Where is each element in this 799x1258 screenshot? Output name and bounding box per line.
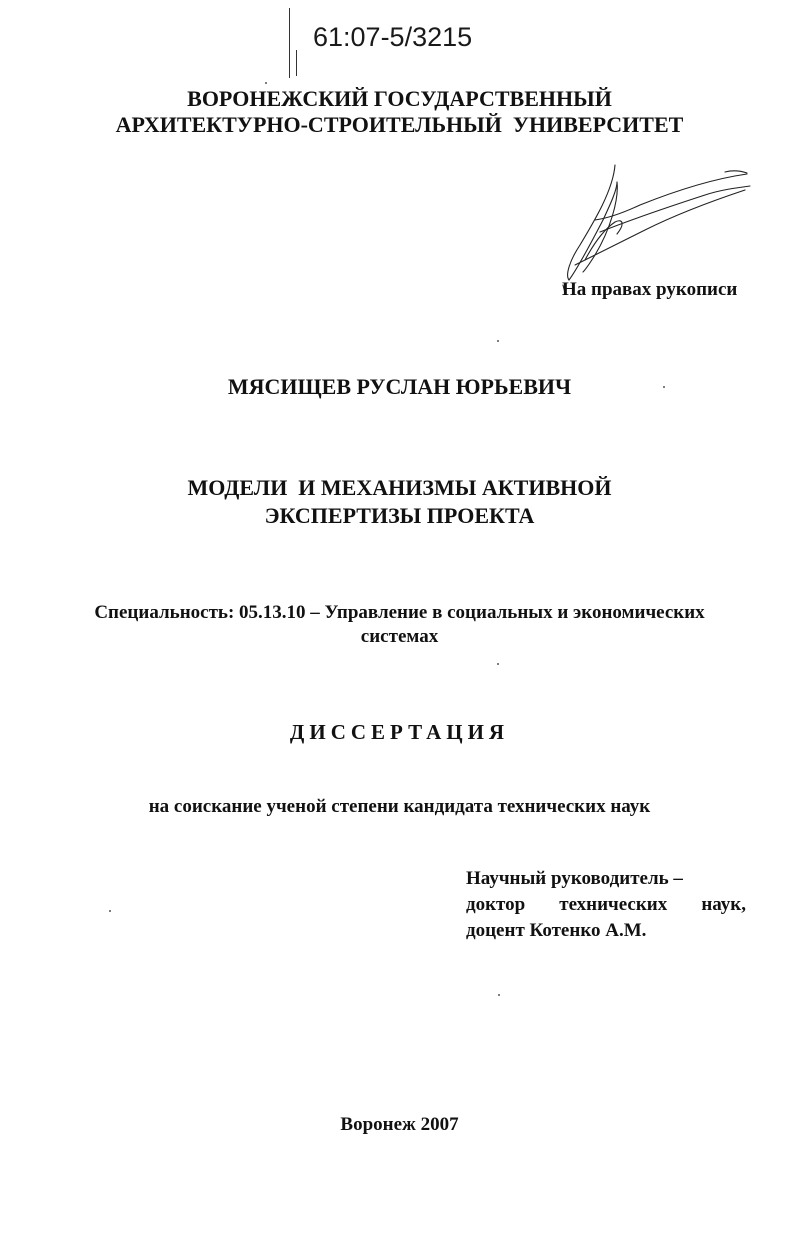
university-name-line1: ВОРОНЕЖСКИЙ ГОСУДАРСТВЕННЫЙ <box>187 86 612 111</box>
scan-speck <box>497 663 499 665</box>
specialty-line1: Специальность: 05.13.10 – Управление в социальных и экономических <box>94 602 705 623</box>
scan-speck <box>498 994 500 996</box>
specialty-line2: системах <box>360 626 439 647</box>
scan-mark-vertical <box>296 50 297 76</box>
advisor-line2 <box>466 892 746 918</box>
advisor-line3: доцент Котенко А.М. <box>466 920 647 941</box>
scan-speck <box>497 340 499 342</box>
advisor-line1: Научный руководитель – <box>466 868 683 889</box>
scan-mark-vertical <box>289 8 290 78</box>
scientific-advisor <box>466 866 746 944</box>
degree-statement: на соискание ученой степени кандидата технических наук <box>148 796 651 817</box>
specialty <box>0 601 799 649</box>
title-line2: ЭКСПЕРТИЗЫ ПРОЕКТА <box>264 503 535 528</box>
university-name-line2: АРХИТЕКТУРНО-СТРОИТЕЛЬНЫЙ УНИВЕРСИТЕТ <box>115 112 684 137</box>
advisor-word: технических <box>559 894 668 915</box>
city-year: Воронеж 2007 <box>340 1114 459 1135</box>
title-line1: МОДЕЛИ И МЕХАНИЗМЫ АКТИВНОЙ <box>187 475 612 500</box>
advisor-word: наук, <box>701 894 746 915</box>
dissertation-title <box>0 474 799 530</box>
document-type: ДИССЕРТАЦИЯ <box>289 720 510 744</box>
university-name <box>0 86 799 138</box>
manuscript-note: На правах рукописи <box>562 279 738 300</box>
advisor-word: доктор <box>466 894 526 915</box>
archive-stamp-code: 61:07-5/3215 <box>313 22 473 52</box>
scan-speck <box>265 82 267 84</box>
author-name: МЯСИЩЕВ РУСЛАН ЮРЬЕВИЧ <box>227 374 572 399</box>
scan-speck <box>109 910 111 912</box>
handwritten-signature <box>555 160 755 295</box>
